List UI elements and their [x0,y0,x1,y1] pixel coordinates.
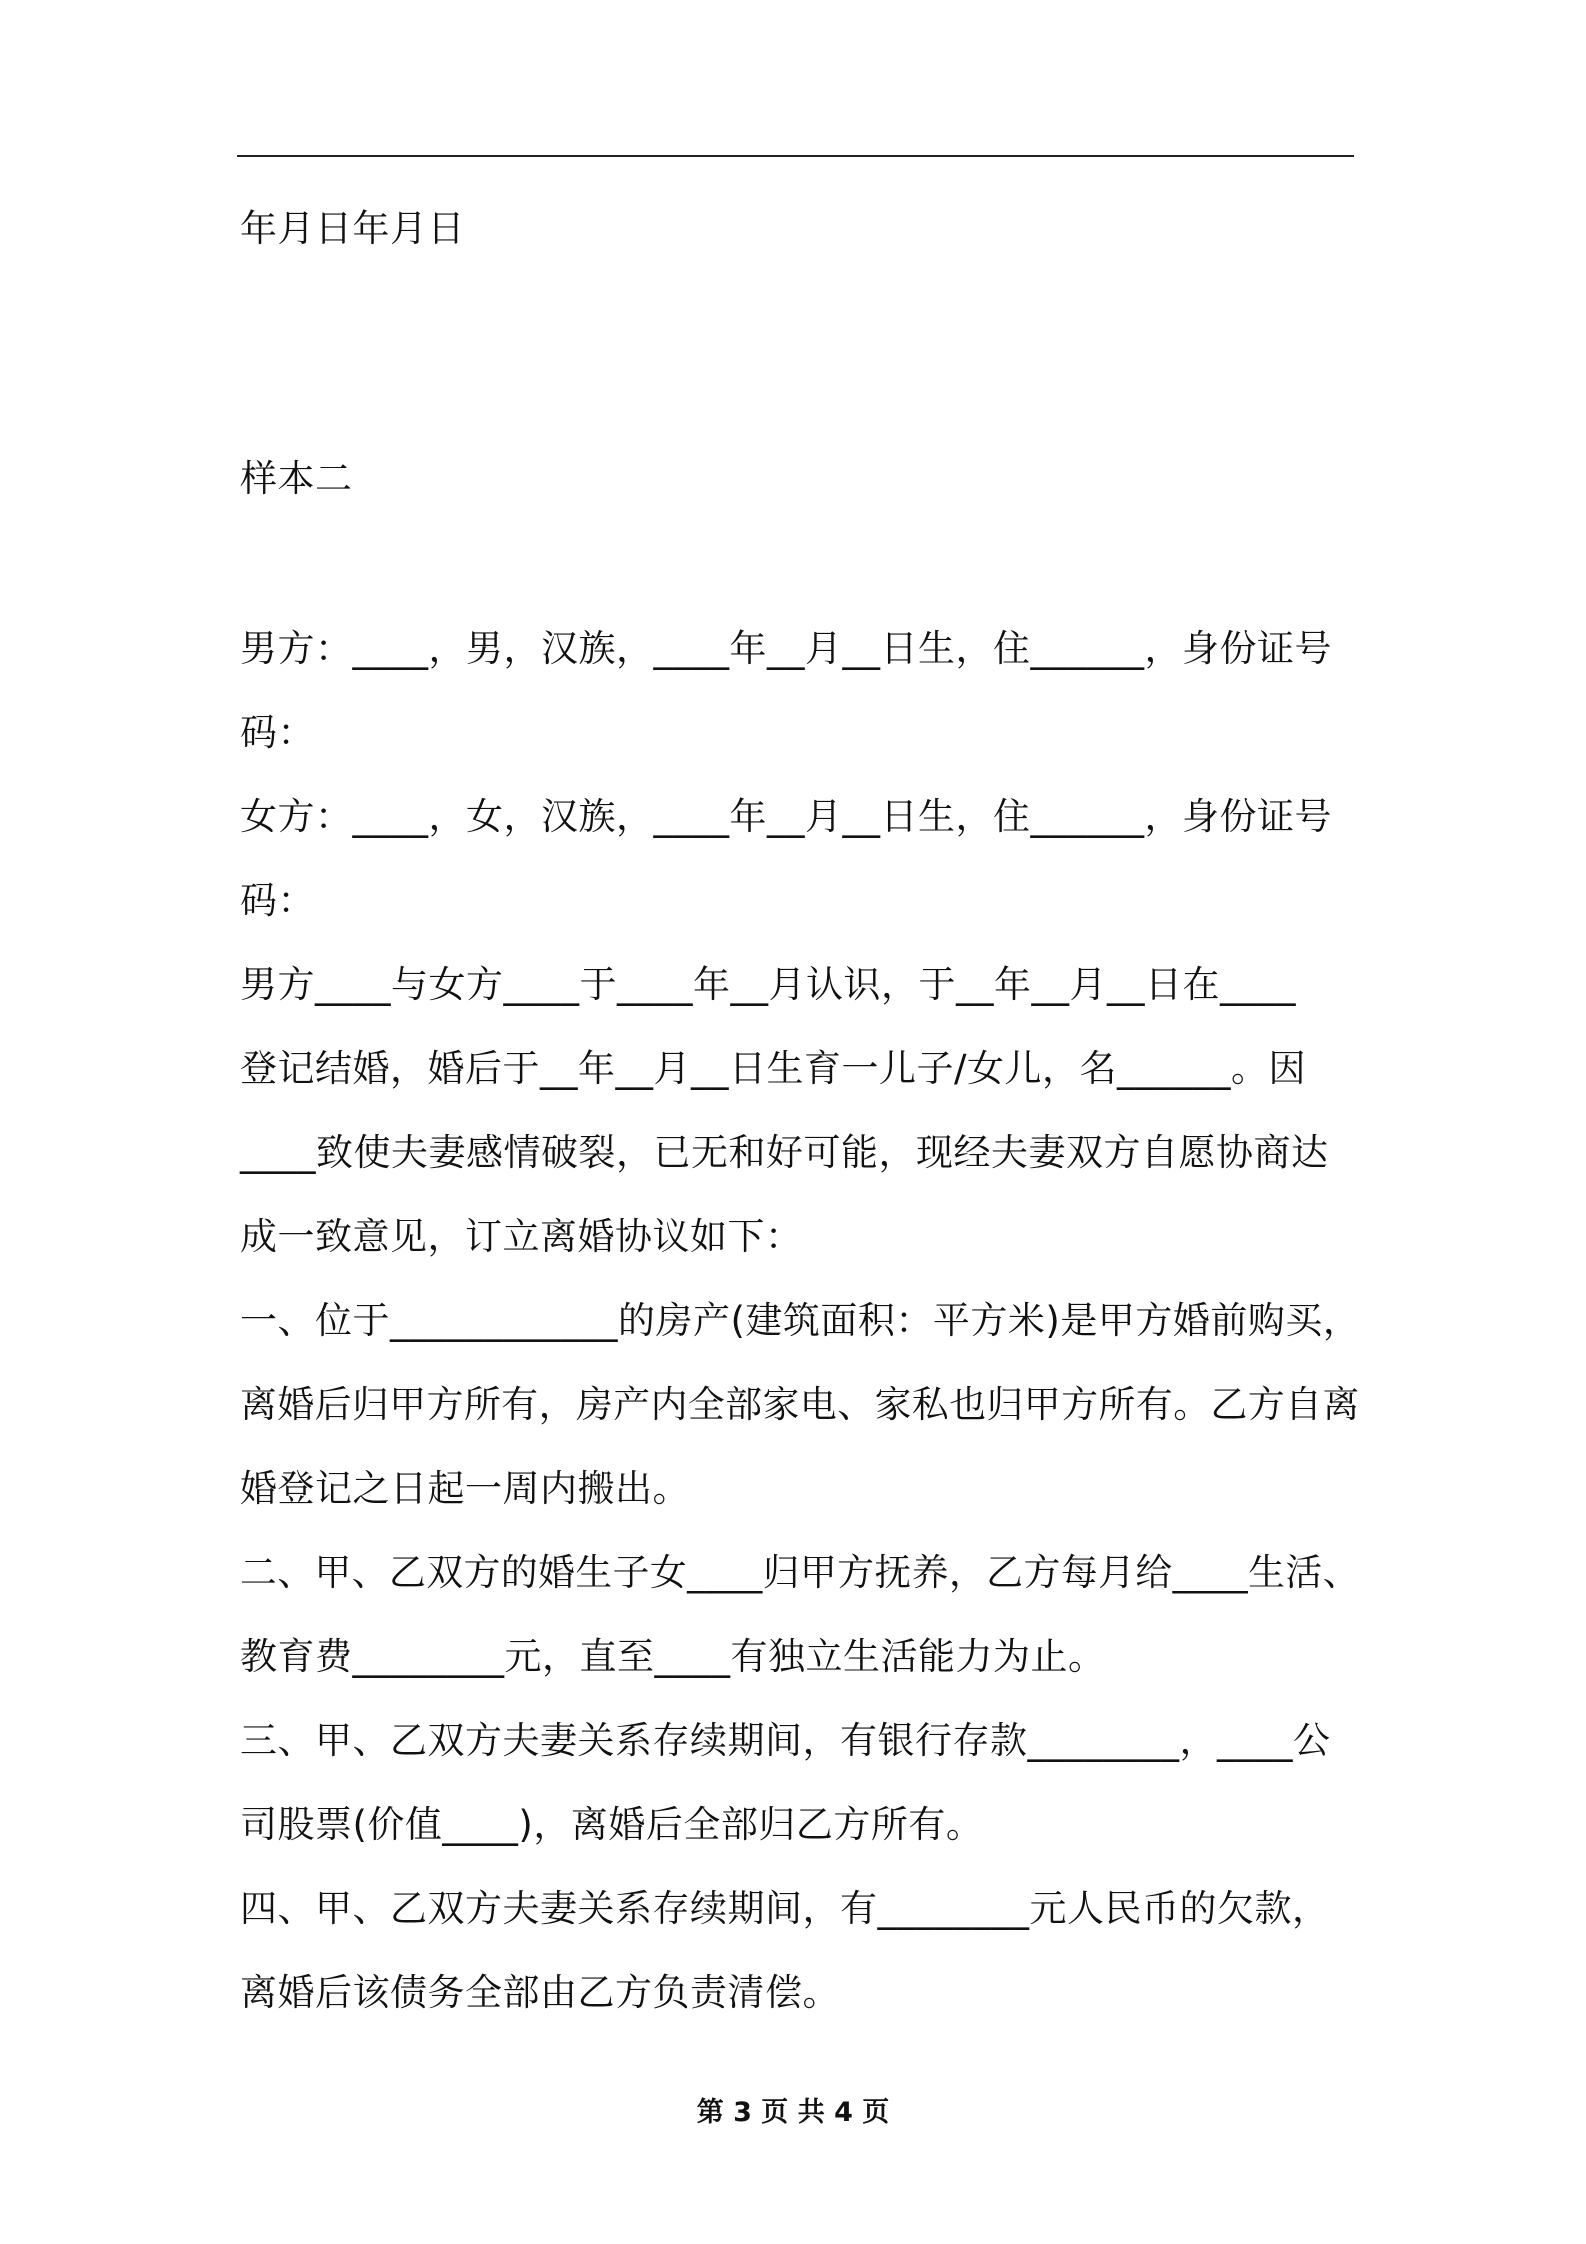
page-number-footer: 第 3 页 共 4 页 [696,2097,890,2128]
text-line-13: 教育费________元，直至____有独立生活能力为止。 [240,1635,1106,1678]
text-line-1: 男方：____，男，汉族，____年__月__日生，住______，身份证号 [240,627,1332,670]
text-line-10: 离婚后归甲方所有，房产内全部家电、家私也归甲方所有。乙方自离 [240,1383,1360,1426]
text-line-9: 一、位于____________的房产(建筑面积：平方米)是甲方婚前购买， [240,1299,1361,1342]
text-line-16: 四、甲、乙双方夫妻关系存续期间，有________元人民币的欠款， [240,1887,1330,1930]
header-rule [237,155,1354,157]
date-line: 年月日年月日 [240,207,465,250]
text-line-12: 二、甲、乙双方的婚生子女____归甲方抚养，乙方每月给____生活、 [240,1551,1360,1594]
text-line-17: 离婚后该债务全部由乙方负责清偿。 [240,1971,840,2014]
text-line-4: 码： [240,879,315,922]
section-title: 样本二 [240,457,353,500]
text-line-14: 三、甲、乙双方夫妻关系存续期间，有银行存款________，____公 [240,1719,1331,1762]
text-line-3: 女方：____，女，汉族，____年__月__日生，住______，身份证号 [240,795,1332,838]
text-line-11: 婚登记之日起一周内搬出。 [240,1467,690,1510]
text-line-7: ____致使夫妻感情破裂，已无和好可能，现经夫妻双方自愿协商达 [240,1131,1329,1174]
text-line-2: 码： [240,711,315,754]
text-line-6: 登记结婚，婚后于__年__月__日生育一儿子/女儿，名______。因 [240,1047,1306,1090]
text-line-8: 成一致意见，订立离婚协议如下： [240,1215,803,1258]
text-line-5: 男方____与女方____于____年__月认识，于__年__月__日在____ [240,963,1296,1006]
text-line-15: 司股票(价值____)，离婚后全部归乙方所有。 [240,1803,984,1846]
